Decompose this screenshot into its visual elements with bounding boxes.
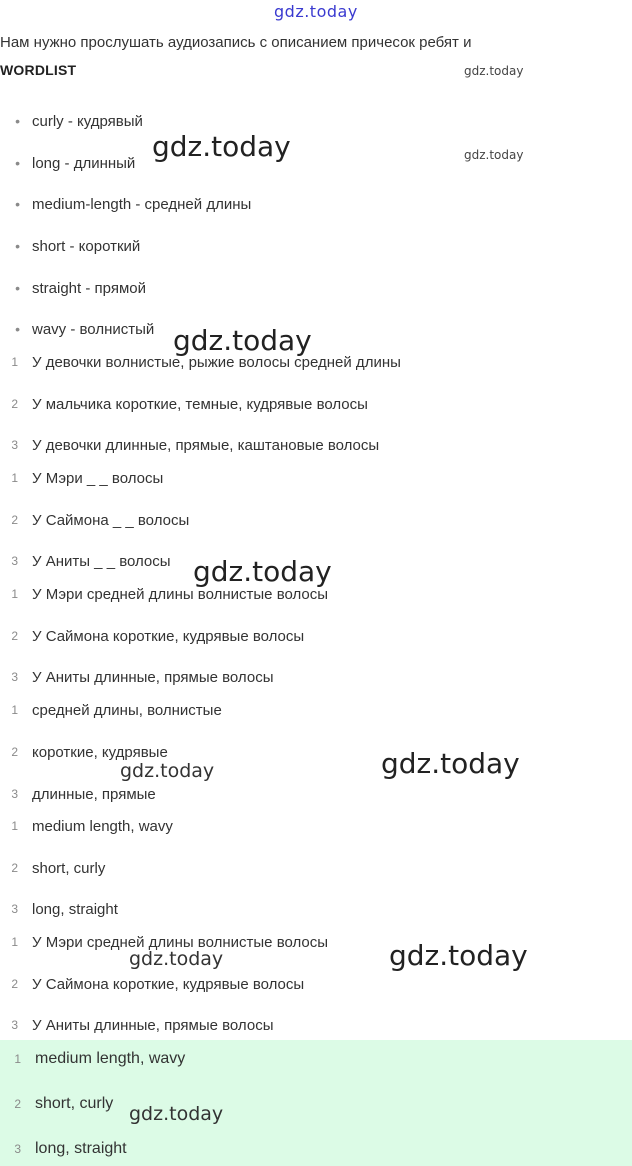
list-item-text: У Мэри средней длины волнистые волосы [32,933,329,951]
list-item [0,583,328,605]
bullet: • [15,280,20,296]
list-item [0,625,304,647]
list-number: 3 [11,1018,18,1032]
watermark-big: gdz.today [193,555,332,588]
wordlist-item-text: straight - прямой [32,279,146,297]
wordlist-item [0,277,146,299]
answer-item-text: short, curly [35,1095,114,1112]
list-item-text: У мальчика короткие, темные, кудрявые волосы [32,395,368,413]
wordlist-item-text: curly - кудрявый [32,112,143,130]
answer-item [0,1048,185,1070]
watermark-big: gdz.today [389,939,528,972]
answer-number: 3 [14,1142,21,1156]
list-number: 1 [11,471,18,485]
answer-item-text: medium length, wavy [35,1050,186,1067]
watermark-mid: gdz.today [120,760,215,782]
watermark-mid: gdz.today [129,948,224,970]
list-item-text: long, straight [32,900,118,918]
list-number: 2 [11,977,18,991]
list-item [0,783,156,805]
list-number: 3 [11,902,18,916]
list-number: 2 [11,745,18,759]
watermark-small: gdz.today [464,64,524,78]
list-item-text: У Саймона короткие, кудрявые волосы [32,975,305,993]
wordlist-item-text: short - короткий [32,237,141,255]
list-number: 2 [11,397,18,411]
list-item [0,1014,273,1036]
bullet: • [15,113,20,129]
wordlist-item-text: wavy - волнистый [32,320,155,338]
list-item [0,898,118,920]
list-item [0,467,163,489]
list-item-text: средней длины, волнистые [32,701,222,719]
wordlist-item [0,235,140,257]
list-number: 3 [11,787,18,801]
list-item-text: У Аниты длинные, прямые волосы [32,1016,274,1034]
list-item [0,434,379,456]
wordlist-heading: WORDLIST [0,62,77,78]
answer-number: 2 [14,1097,21,1111]
list-number: 2 [11,629,18,643]
list-item-text: У Аниты _ _ волосы [32,552,171,570]
watermark-big: gdz.today [173,324,312,357]
bullet: • [15,321,20,337]
answer-item-text: long, straight [35,1140,127,1157]
wordlist-item [0,152,135,174]
list-item [0,550,171,572]
answer-number: 1 [14,1052,21,1066]
wordlist-item-text: medium-length - средней длины [32,195,252,213]
wordlist-item [0,318,154,340]
list-item-text: длинные, прямые [32,785,156,803]
list-item-text: У Аниты длинные, прямые волосы [32,668,274,686]
list-item-text: medium length, wavy [32,817,173,835]
intro-text: Нам нужно прослушать аудиозапись с описанием причесок ребят и [0,34,472,51]
list-item-text: short, curly [32,859,106,877]
watermark-big: gdz.today [152,130,291,163]
list-item-text: У Мэри _ _ волосы [32,469,164,487]
list-item-text: У Саймона короткие, кудрявые волосы [32,627,305,645]
list-number: 3 [11,554,18,568]
list-number: 3 [11,438,18,452]
list-number: 2 [11,513,18,527]
wordlist-item [0,110,143,132]
list-item [0,509,189,531]
list-item [0,351,401,373]
watermark-small: gdz.today [464,148,524,162]
wordlist-item-text: long - длинный [32,154,136,172]
bullet: • [15,196,20,212]
list-number: 1 [11,819,18,833]
watermark-top: gdz.today [274,2,358,21]
list-number: 3 [11,670,18,684]
list-item-text: У девочки длинные, прямые, каштановые волосы [32,436,380,454]
list-item [0,699,222,721]
watermark-big: gdz.today [381,747,520,780]
list-number: 1 [11,587,18,601]
list-item-text: У Мэри средней длины волнистые волосы [32,585,329,603]
list-item [0,666,273,688]
answer-item [0,1093,113,1115]
list-item-text: короткие, кудрявые [32,743,168,761]
answer-item [0,1138,127,1160]
list-number: 2 [11,861,18,875]
list-item [0,815,173,837]
bullet: • [15,238,20,254]
list-item-text: У девочки волнистые, рыжие волосы средней длины [32,353,401,371]
list-item [0,857,105,879]
list-item [0,973,304,995]
list-number: 1 [11,355,18,369]
wordlist-item [0,193,251,215]
list-number: 1 [11,935,18,949]
watermark-mid: gdz.today [129,1103,224,1125]
list-number: 1 [11,703,18,717]
list-item [0,393,368,415]
bullet: • [15,155,20,171]
list-item-text: У Саймона _ _ волосы [32,511,190,529]
